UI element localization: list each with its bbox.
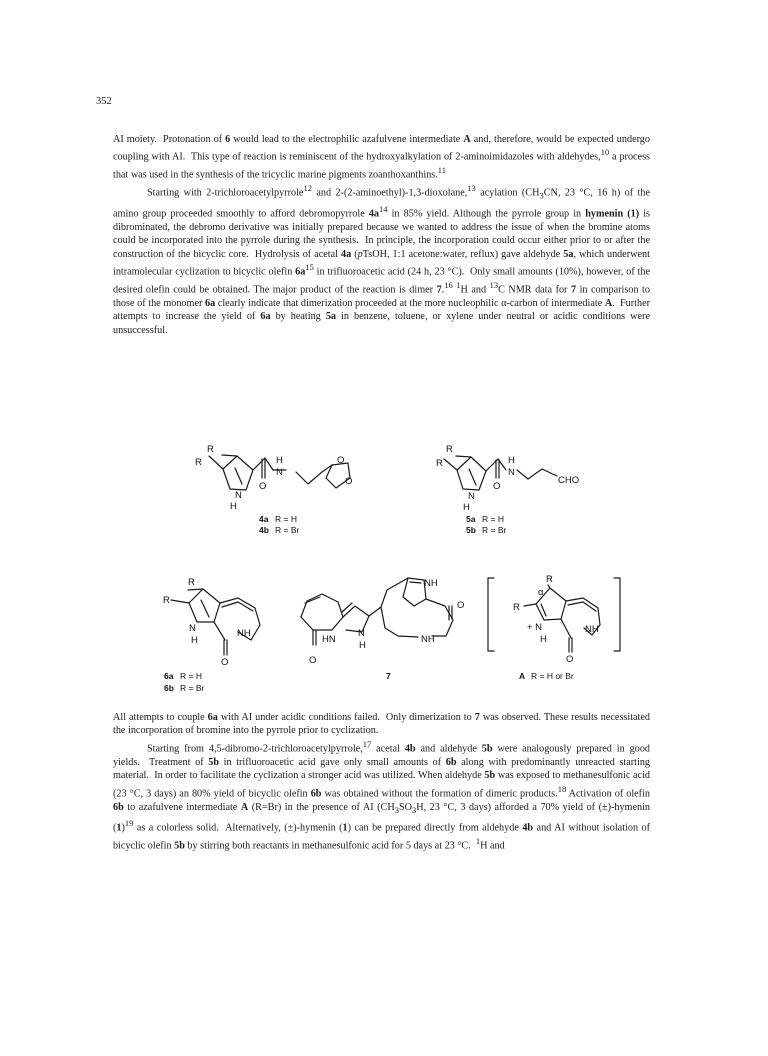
caption-6b-text: R = Br bbox=[180, 683, 205, 693]
caption-5b-text: R = Br bbox=[482, 525, 507, 535]
caption-a-id: A bbox=[519, 671, 526, 681]
atom-r: R bbox=[513, 602, 520, 613]
caption-6a-id: 6a bbox=[164, 671, 174, 681]
atom-h: H bbox=[230, 501, 237, 512]
atom-o: O bbox=[457, 600, 465, 611]
caption-4b-id: 4b bbox=[259, 525, 269, 535]
structure-5 bbox=[436, 444, 579, 513]
atom-nh: NH bbox=[585, 624, 599, 635]
atom-r: R bbox=[207, 444, 214, 455]
structure-6 bbox=[163, 577, 260, 668]
caption-5a-id: 5a bbox=[466, 514, 476, 524]
atom-n: N bbox=[508, 467, 515, 478]
atom-h: H bbox=[508, 455, 515, 466]
paragraph: AI moiety. Protonation of 6 would lead to the electrophilic azafulvene intermediate A and, therefore, would be expected undergo coupling with AI. This type of reaction is reminiscent of the hydroxyalkylation of 2-aminoimidazoles with aldehydes,$^{10}$ a process that was used in the synthesis of the tricyclic marine pigments zoanthoxanthins.$^{11}$ bbox=[113, 134, 651, 181]
atom-h: H bbox=[463, 502, 470, 513]
atom-o: O bbox=[493, 481, 501, 492]
atom-h: H bbox=[359, 640, 366, 651]
atom-n: N bbox=[276, 467, 283, 478]
structure-7 bbox=[301, 578, 464, 666]
caption-4a-id: 4a bbox=[259, 514, 269, 524]
paragraph: Starting from 4,5-dibromo-2-trichloroacetylpyrrole,$^{17}$ acetal 4b and aldehyde 5b were analogously prepared in good yields. Treatment of 5b in trifluoroacetic acid gave only small amounts of 6b along with predominantly unreacted starting material. In order to facilitate the cyclization a stronger acid was utilized. When aldehyde 5b was exposed to methanesulfonic acid (23 °C, 3 days) an 80% yield of bicyclic olefin 6b was obtained without the formation of dimeric products.$^{18}$ Activation of olefin 6b to azafulvene intermediate A (R=Br) in the presence of AI ($CH_3SO_3H$, 23 °C, 3 days) afforded a 70% yield of (±)-hymenin $(1)^{19}$ as a colorless solid. Alternatively, (±)-hymenin (1) can be prepared directly from aldehyde 4b and AI without isolation of bicyclic olefin 5b by stirring both reactants in methanesulfonic acid for 5 days at 23 °C. $^1$H and bbox=[113, 738, 651, 852]
atom-r: R bbox=[195, 457, 202, 468]
atom-h: H bbox=[191, 635, 198, 646]
caption-4b-text: R = Br bbox=[275, 525, 300, 535]
paragraph: All attempts to couple 6a with AI under acidic conditions failed. Only dimerization to 7 was observed. These results necessitated the incorporation of bromine into the pyrrole prior to cyclization. bbox=[113, 712, 650, 737]
atom-o: O bbox=[337, 455, 345, 466]
atom-n: N bbox=[358, 628, 365, 639]
atom-n-plus: + N bbox=[527, 622, 543, 633]
paragraph: Starting with 2-trichloroacetylpyrrole$^{12}$ and 2-(2-aminoethyl)-1,3-dioxolane,$^{13}$ acylation ($CH_3CN$, 23 °C, 16 h) of the amino group proceeded smoothly to afford debromopyrrole $4a^{14}$ in 85% yield. Although the pyrrole group in hymenin (1) is dibrominated, the debromo derivative was initially prepared because we wanted to address the issue of when the bromine atoms could be incorporated into the pyrrole during the synthesis. In principle, the incorporation could occur either prior to or after the construction of the bicyclic core. Hydrolysis of acetal 4a (pTsOH, 1:1 acetone:water, reflux) gave aldehyde 5a, which underwent intramolecular cyclization to bicyclic olefin $6a^{15}$ in trifluoroacetic acid (24 h, 23 °C). Only small amounts (10%), however, of the desired olefin could be obtained. The major product of the reaction is dimer 7.16 $^1$H and $^{13}$C NMR data for 7 in comparison to those of the monomer 6a clearly indicate that dimerization proceeded at the more nucleophilic α-carbon of intermediate A. Further attempts to increase the yield of 6a by heating 5a in benzene, toluene, or xylene under neutral or acidic conditions were unsuccessful. bbox=[113, 183, 650, 336]
atom-cho: CHO bbox=[558, 475, 580, 486]
structure-4 bbox=[195, 444, 352, 512]
atom-r: R bbox=[163, 595, 170, 606]
atom-nh: NH bbox=[424, 578, 438, 589]
atom-n: N bbox=[468, 491, 475, 502]
caption-4a-text: R = H bbox=[275, 514, 297, 524]
atom-n: N bbox=[189, 623, 196, 634]
structure-intermediate-a bbox=[488, 574, 620, 665]
caption-7-id: 7 bbox=[386, 671, 391, 681]
alpha-label: α bbox=[538, 587, 544, 598]
atom-o: O bbox=[259, 481, 267, 492]
page-number: 352 bbox=[96, 96, 112, 107]
atom-r: R bbox=[436, 458, 443, 469]
atom-nh: NH bbox=[421, 634, 435, 645]
atom-nh: NH bbox=[237, 628, 251, 639]
atom-hn: HN bbox=[322, 634, 336, 645]
caption-6b-id: 6b bbox=[164, 683, 174, 693]
atom-h: H bbox=[276, 455, 283, 466]
atom-r: R bbox=[188, 577, 195, 588]
atom-o: O bbox=[345, 476, 353, 487]
caption-5b-id: 5b bbox=[466, 525, 476, 535]
caption-a-text: R = H or Br bbox=[531, 671, 574, 681]
caption-5a-text: R = H bbox=[482, 514, 504, 524]
atom-r: R bbox=[446, 444, 453, 455]
atom-r: R bbox=[546, 574, 553, 585]
body-text-bottom bbox=[113, 711, 650, 853]
caption-6a-text: R = H bbox=[180, 671, 202, 681]
atom-o: O bbox=[221, 657, 229, 668]
atom-o: O bbox=[566, 654, 574, 665]
atom-o: O bbox=[309, 655, 317, 666]
atom-n: N bbox=[235, 490, 242, 501]
atom-h: H bbox=[540, 634, 547, 645]
